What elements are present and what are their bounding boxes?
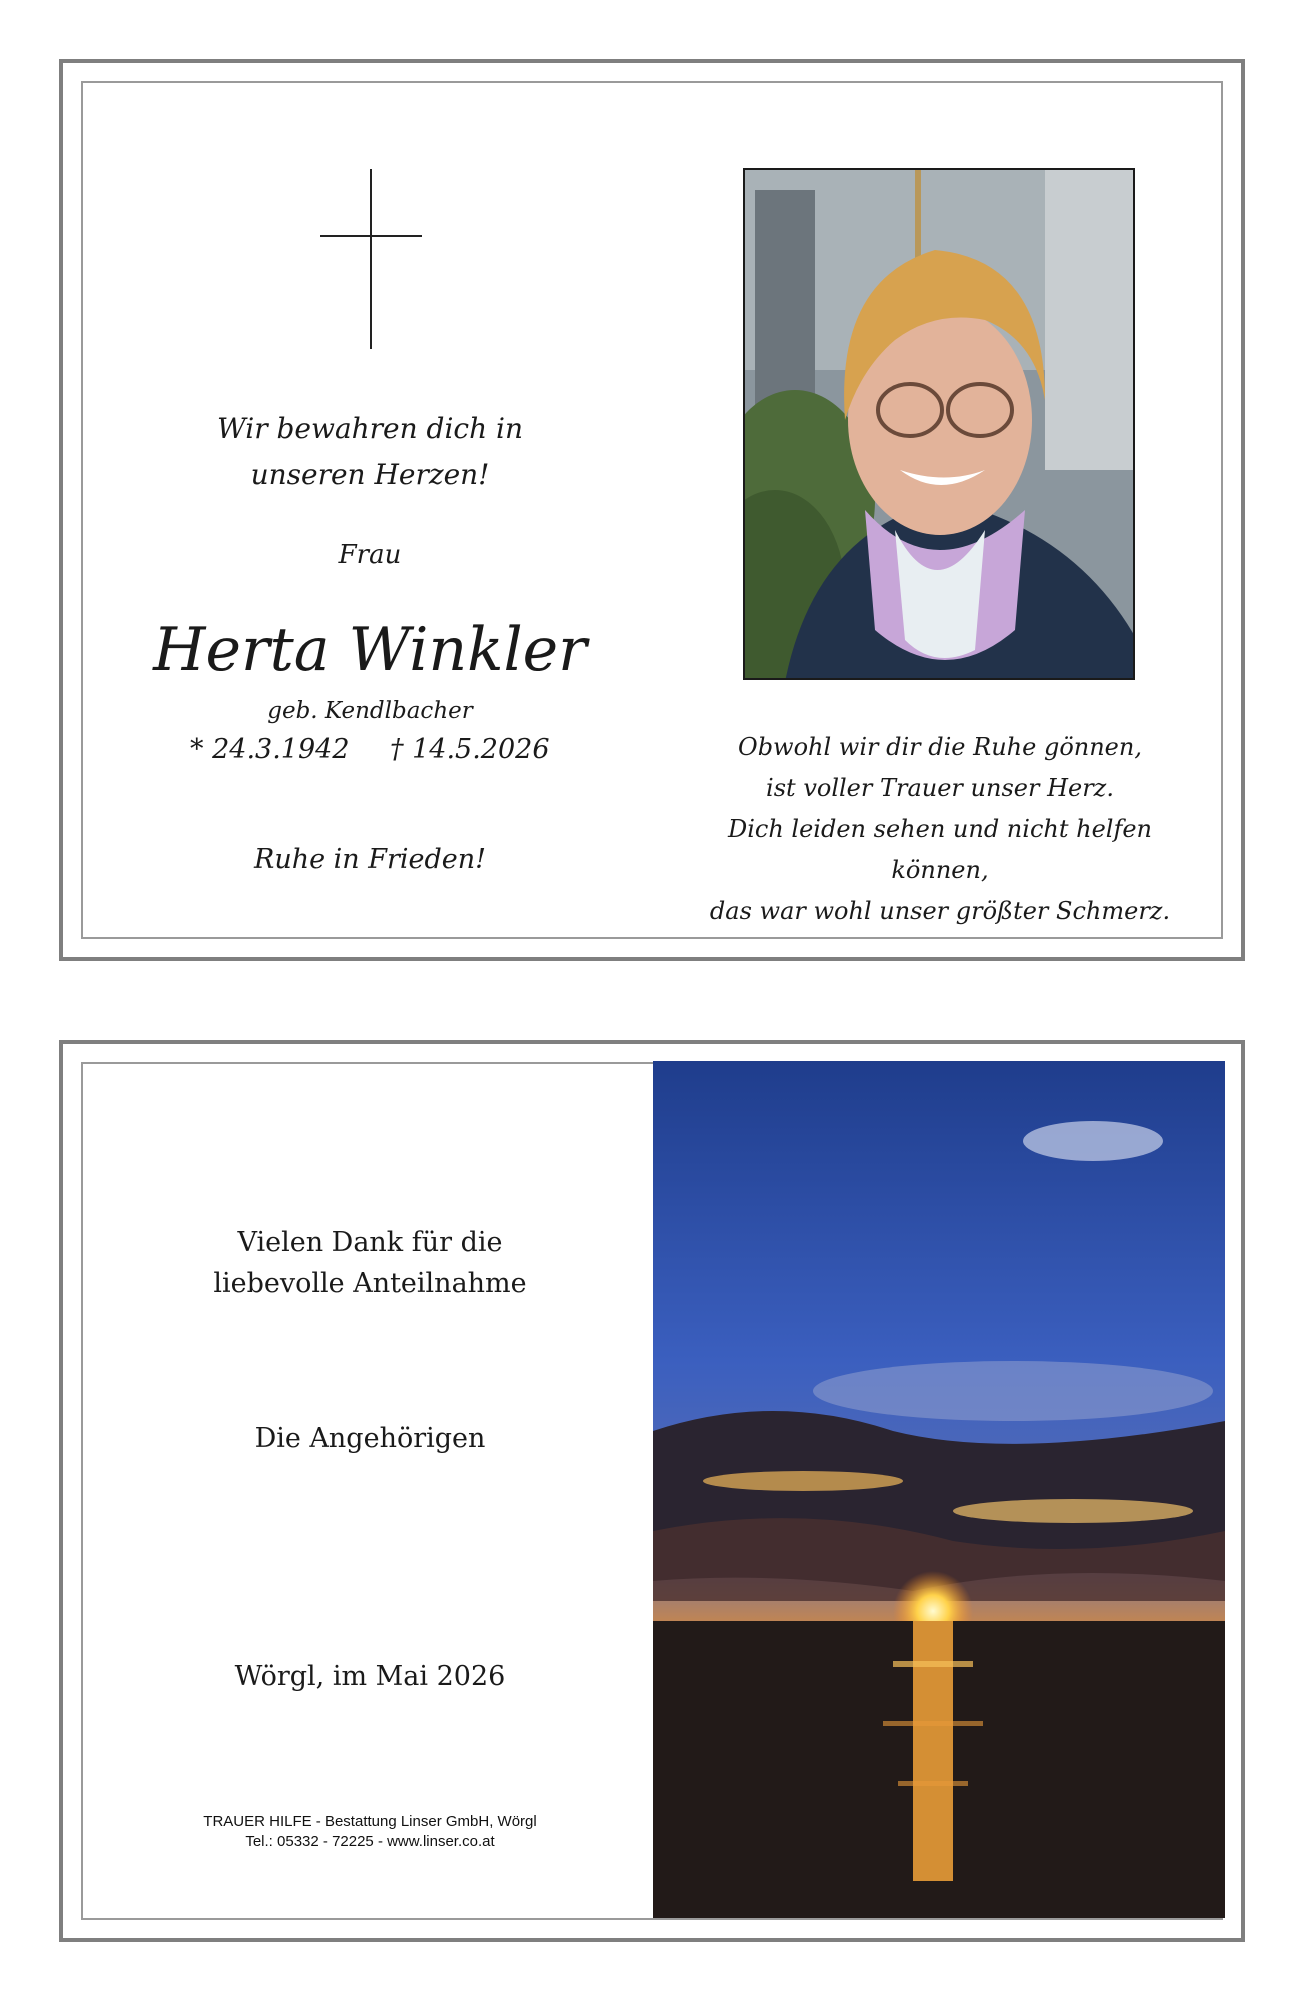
portrait-photo (743, 168, 1135, 680)
salutation: Frau (338, 540, 402, 570)
death-date: † 14.5.2026 (390, 734, 550, 765)
poem (680, 727, 1200, 932)
poem-line-3: Dich leiden sehen und nicht helfen können, (727, 815, 1152, 884)
sunset-image (653, 1061, 1225, 1918)
poem-line-2: ist voller Trauer unser Herz. (766, 774, 1114, 802)
quote (160, 406, 580, 498)
quote-line-1: Wir bewahren dich in (216, 412, 524, 445)
quote-line-2: unseren Herzen! (250, 458, 490, 491)
closing-phrase: Ruhe in Frieden! (253, 844, 487, 875)
poem-line-1: Obwohl wir dir die Ruhe gönnen, (738, 733, 1142, 761)
poem-line-4: das war wohl unser größter Schmerz. (709, 897, 1171, 925)
funeral-home-info (120, 1812, 620, 1852)
birth-date: * 24.3.1942 (190, 734, 350, 765)
cross-icon (320, 169, 422, 349)
place-date: Wörgl, im Mai 2026 (234, 1661, 506, 1692)
thanks (140, 1222, 600, 1304)
deceased-name: Herta Winkler (153, 615, 587, 685)
birth-name: geb. Kendlbacher (267, 698, 473, 724)
footer-line-2: Tel.: 05332 - 72225 - www.linser.co.at (245, 1833, 495, 1850)
thanks-line-1: Vielen Dank für die (237, 1227, 503, 1258)
thanks-line-2: liebevolle Anteilnahme (213, 1268, 527, 1299)
footer-line-1: TRAUER HILFE - Bestattung Linser GmbH, Wörgl (203, 1813, 537, 1830)
relatives: Die Angehörigen (254, 1423, 486, 1454)
